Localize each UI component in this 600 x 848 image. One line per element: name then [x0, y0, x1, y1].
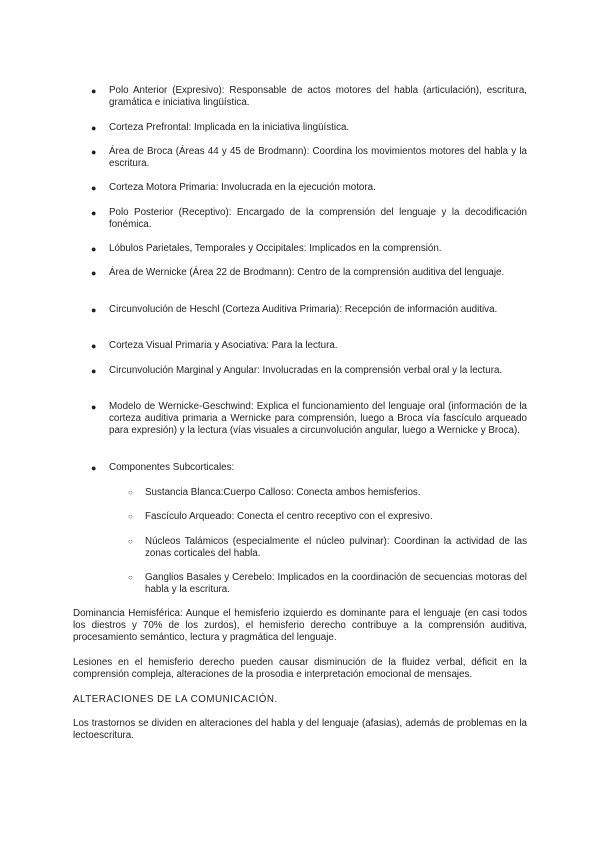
bullet-icon: ●: [91, 366, 97, 376]
sub-bullet-icon: ○: [128, 488, 133, 497]
list-item: Corteza Motora Primaria: Involucrada en la ejecución motora.: [109, 182, 376, 193]
bullet-icon: ●: [91, 341, 97, 351]
sub-bullet-icon: ○: [128, 512, 133, 521]
sub-bullet-icon: ○: [128, 537, 133, 546]
paragraph: Dominancia Hemisférica: Aunque el hemisferio izquierdo es dominante para el lenguaje (en casi todos los diestros y 70% de los zurdos), el hemisferio derecho contribuye a la comprensión auditiva, procesamiento semántico, lectura y pragmática del lenguaje.: [73, 608, 527, 643]
bullet-icon: ●: [91, 244, 97, 254]
bullet-icon: ●: [91, 123, 97, 133]
bullet-icon: ●: [91, 402, 97, 412]
list-item: Área de Broca (Áreas 44 y 45 de Brodmann): Coordina los movimientos motores del habla y la escritura.: [109, 146, 527, 169]
section-heading: ALTERACIONES DE LA COMUNICACIÓN.: [73, 694, 278, 705]
list-item: Circunvolución Marginal y Angular: Involucradas en la comprensión verbal oral y la lectura.: [109, 365, 503, 376]
paragraph: Lesiones en el hemisferio derecho pueden causar disminución de la fluidez verbal, déficit en la comprensión compleja, alteraciones de la prosodia e interpretación emocional de mensajes.: [73, 657, 527, 680]
list-item: Corteza Visual Primaria y Asociativa: Para la lectura.: [109, 340, 338, 351]
list-item: Componentes Subcorticales:: [109, 462, 235, 473]
sub-list-item: Núcleos Talámicos (especialmente el núcleo pulvinar): Coordinan la actividad de las zonas corticales del habla.: [145, 536, 527, 559]
bullet-icon: ●: [91, 147, 97, 157]
sub-list-item: Sustancia Blanca:Cuerpo Calloso: Conecta ambos hemisferios.: [145, 487, 421, 498]
list-item: Polo Posterior (Receptivo): Encargado de la comprensión del lenguaje y la decodificación fonémica.: [109, 207, 527, 230]
list-item: Lóbulos Parietales, Temporales y Occipitales: Implicados en la comprensión.: [109, 243, 442, 254]
bullet-icon: ●: [91, 208, 97, 218]
bullet-icon: ●: [91, 305, 97, 315]
list-item: Área de Wernicke (Área 22 de Brodmann): Centro de la comprensión auditiva del lenguaje.: [109, 267, 505, 278]
bullet-icon: ●: [91, 463, 97, 473]
bullet-icon: ●: [91, 86, 97, 96]
list-item: Corteza Prefrontal: Implicada en la iniciativa lingüística.: [109, 122, 350, 133]
list-item: Modelo de Wernicke-Geschwind: Explica el funcionamiento del lenguaje oral (información de la corteza auditiva primaria a Wernicke para comprensión, luego a Broca vía fascículo arqueado para expresión) y la lectura (vías visuales a circunvolución angular, luego a Wernicke y Broca).: [109, 401, 527, 436]
list-item: Polo Anterior (Expresivo): Responsable de actos motores del habla (articulación), escritura, gramática e iniciativa lingüística.: [109, 85, 527, 108]
bullet-icon: ●: [91, 183, 97, 193]
sub-list-item: Fascículo Arqueado: Conecta el centro receptivo con el expresivo.: [145, 511, 433, 522]
bullet-icon: ●: [91, 268, 97, 278]
sub-bullet-icon: ○: [128, 573, 133, 582]
sub-list-item: Ganglios Basales y Cerebelo: Implicados en la coordinación de secuencias motoras del habla y la escritura.: [145, 572, 527, 595]
list-item: Circunvolución de Heschl (Corteza Auditiva Primaria): Recepción de información auditiva.: [109, 304, 498, 315]
paragraph: Los trastornos se dividen en alteraciones del habla y del lenguaje (afasias), además de problemas en la lectoescritura.: [73, 718, 527, 741]
